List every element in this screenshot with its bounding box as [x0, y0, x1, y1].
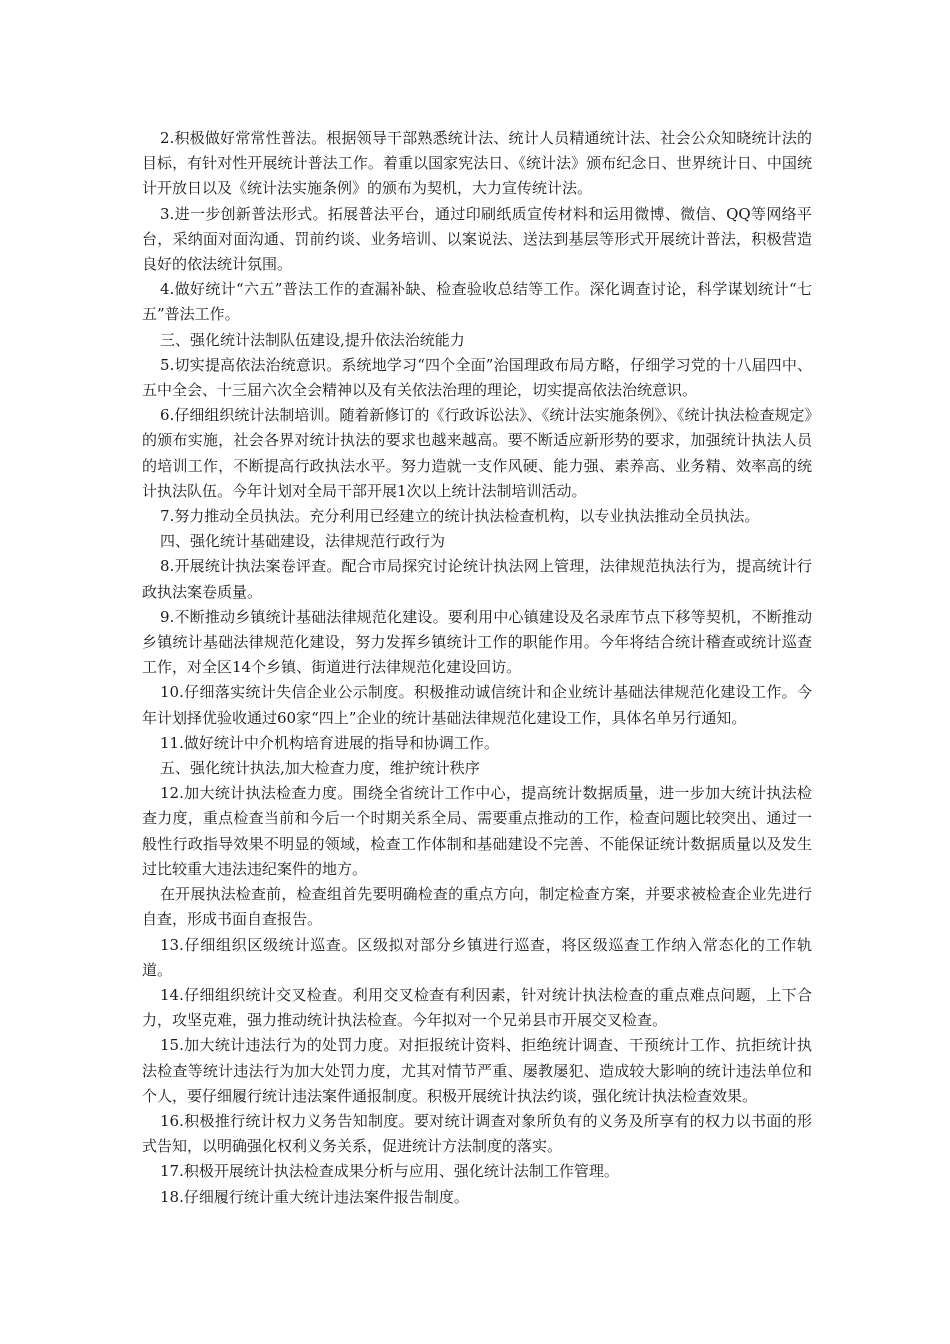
section-heading-5: 五、强化统计执法,加大检查力度，维护统计秩序 — [160, 759, 480, 778]
paragraph-9-township-standardization: 9.不断推动乡镇统计基础法律规范化建设。要利用中心镇建设及名录库节点下移等契机，不断推动乡镇统计基础法律规范化建设，努力发挥乡镇统计工作的职能作用。今年将结合统计稽查或统计巡查工作，对全区14个乡镇、街道进行法律规范化建设回访。 — [142, 607, 812, 677]
paragraph-18-major-case-reporting: 18.仔细履行统计重大统计违法案件报告制度。 — [160, 1187, 469, 1206]
paragraph-15-penalties: 15.加大统计违法行为的处罚力度。对拒报统计资料、拒绝统计调查、干预统计工作、抗拒统计执法检查等统计违法行为加大处罚力度，尤其对情节严重、屡教屡犯、造成较大影响的统计违法单位和个人，要仔细履行统计违法案件通报制度。积极开展统计执法约谈，强化统计执法检查效果。 — [142, 1036, 812, 1105]
paragraph-16-rights-obligations-notice: 16.积极推行统计权力义务告知制度。要对统计调查对象所负有的义务及所享有的权力以书面的形式告知，以明确强化权利义务关系，促进统计方法制度的落实。 — [142, 1111, 812, 1156]
paragraph-5-rule-of-law-awareness: 5.切实提高依法治统意识。系统地学习“四个全面”治国理政布局方略，仔细学习党的十八届四中、五中全会、十三届六次全会精神以及有关依法治理的理论，切实提高依法治统意识。 — [142, 355, 812, 400]
paragraph-12-inspection-intensity: 12.加大统计执法检查力度。围绕全省统计工作中心，提高统计数据质量，进一步加大统计执法检查力度，重点检查当前和今后一个时期关系全局、需要重点推动的工作，检查问题比较突出、通过一般性行政指导效果不明显的领域，检查工作体制和基础建设不完善、不能保证统计数据质量以及发生过比较重大违法违纪案件的地方。 — [142, 784, 812, 878]
paragraph-8-case-file-review: 8.开展统计执法案卷评查。配合市局探究讨论统计执法网上管理，法律规范执法行为，提高统计行政执法案卷质量。 — [142, 557, 812, 601]
paragraph-17-results-analysis: 17.积极开展统计执法检查成果分析与应用、强化统计法制工作管理。 — [160, 1162, 619, 1181]
section-heading-3: 三、强化统计法制队伍建设,提升依法治统能力 — [160, 330, 465, 349]
paragraph-13-district-patrol: 13.仔细组织区级统计巡查。区级拟对部分乡镇进行巡查，将区级巡查工作纳入常态化的工作轨道。 — [142, 935, 812, 979]
paragraph-4-six-five-promotion: 4.做好统计“六五”普法工作的查漏补缺、检查验收总结等工作。深化调查讨论，科学谋划统计“七五”普法工作。 — [142, 280, 812, 324]
section-heading-4: 四、强化统计基础建设，法律规范行政行为 — [160, 532, 446, 551]
paragraph-7-full-staff-enforcement: 7.努力推动全员执法。充分利用已经建立的统计执法检查机构，以专业执法推动全员执法。 — [160, 507, 760, 526]
paragraph-inspection-preparation: 在开展执法检查前，检查组首先要明确检查的重点方向，制定检查方案，并要求被检查企业先进行自查，形成书面自查报告。 — [142, 885, 812, 929]
paragraph-3-innovate-promotion-forms: 3.进一步创新普法形式。拓展普法平台，通过印刷纸质宣传材料和运用微博、微信、QQ等网络平台，采纳面对面沟通、罚前约谈、业务培训、以案说法、送法到基层等形式开展统计普法，积极营造良好的依法统计氛围。 — [142, 204, 812, 274]
paragraph-6-legal-training: 6.仔细组织统计法制培训。随着新修订的《行政诉讼法》、《统计法实施条例》、《统计执法检查规定》的颁布实施，社会各界对统计执法的要求也越来越高。要不断适应新形势的要求，加强统计执法人员的培训工作，不断提高行政执法水平。努力造就一支作风硬、能力强、素养高、业务精、效率高的统计执法队伍。今年计划对全局干部开展1次以上统计法制培训活动。 — [142, 406, 812, 500]
document-body — [142, 126, 812, 1210]
paragraph-14-cross-inspection: 14.仔细组织统计交叉检查。利用交叉检查有利因素，针对统计执法检查的重点难点问题，上下合力，攻坚克难，强力推动统计执法检查。今年拟对一个兄弟县市开展交叉检查。 — [142, 985, 812, 1030]
paragraph-11-intermediary-guidance: 11.做好统计中介机构培育进展的指导和协调工作。 — [160, 733, 499, 752]
paragraph-2-regular-law-promotion: 2.积极做好常常性普法。根据领导干部熟悉统计法、统计人员精通统计法、社会公众知晓统计法的目标，有针对性开展统计普法工作。着重以国家宪法日、《统计法》颁布纪念日、世界统计日、中国统计开放日以及《统计法实施条例》的颁布为契机，大力宣传统计法。 — [142, 129, 812, 198]
paragraph-10-dishonest-enterprise-disclosure: 10.仔细落实统计失信企业公示制度。积极推动诚信统计和企业统计基础法律规范化建设工作。今年计划择优验收通过60家“四上”企业的统计基础法律规范化建设工作，具体名单另行通知。 — [142, 683, 812, 727]
